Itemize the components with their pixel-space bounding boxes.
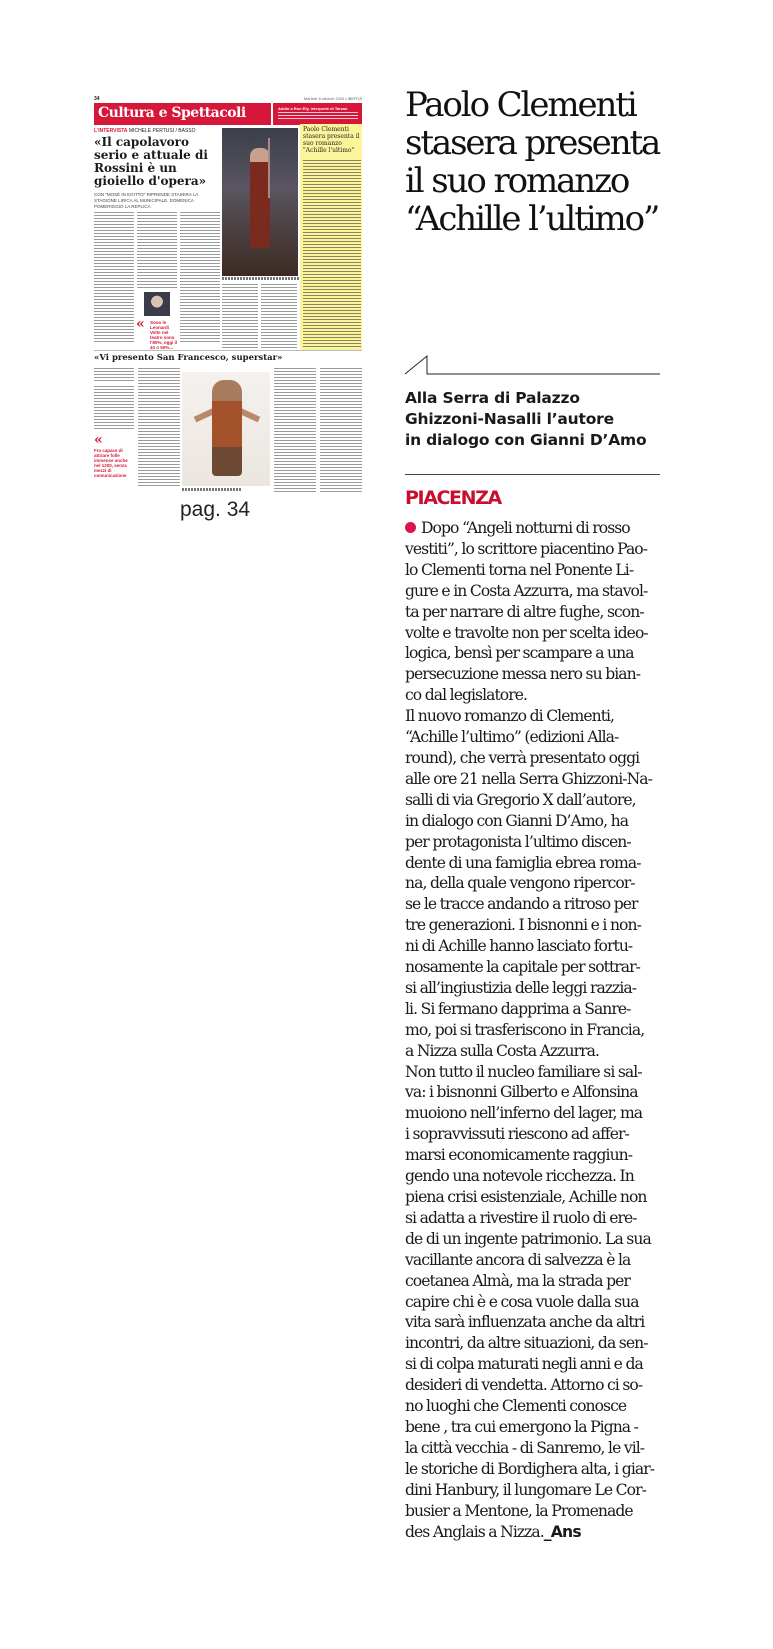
thumb-kicker: L'INTERVISTA MICHELE PERTUSI / BASSO: [94, 128, 196, 134]
subtitle-line: Ghizzoni-Nasalli l’autore: [405, 410, 614, 428]
thumb-quote-mark: «: [136, 316, 145, 332]
thumb-column: [138, 368, 180, 488]
page-reference: pag. 34: [180, 498, 251, 521]
thumb-column: [94, 212, 134, 342]
body-line: vestiti”, lo scrittore piacentino Pao-: [405, 539, 648, 558]
dateline-city: PIACENZA: [405, 487, 501, 509]
body-line: vacillante ancora di salvezza è la: [405, 1250, 631, 1269]
thumb-second-headline: «Vi presento San Francesco, superstar»: [94, 353, 283, 363]
title-line: il suo romanzo: [405, 161, 629, 201]
article-title: [405, 86, 660, 238]
title-line: stasera presenta: [405, 123, 660, 163]
thumb-column: [94, 368, 134, 382]
thumb-highlight-title: Paolo Clementi stasera presenta il suo romanzo "Achille l'ultimo": [303, 126, 360, 154]
body-line: ni di Achille hanno lasciato fortu-: [405, 937, 633, 956]
body-line: ta per narrare di altre fughe, scon-: [405, 602, 644, 621]
body-line: coetanea Almà, ma la strada per: [405, 1271, 630, 1290]
body-line: le storiche di Bordighera alta, i giar-: [405, 1459, 655, 1478]
thumb-photo-caption: [182, 488, 242, 491]
decorative-rule: [405, 354, 660, 378]
body-line: muoiono nell’inferno del lager, ma: [405, 1104, 643, 1123]
article-body: [405, 518, 660, 1542]
body-line: logica, bensì per scampare a una: [405, 644, 634, 663]
thumb-pull-quote: Sono le Leonardi Volte nel teatro sono l'80%, oggi il 40 o 50%...: [150, 320, 178, 350]
thumb-column: [261, 284, 297, 348]
body-line: na, della quale vengono ripercor-: [405, 874, 635, 893]
thumb-highlight-text: [303, 160, 361, 348]
thumb-page-number: 34: [94, 96, 100, 102]
body-line: per protagonista l’ultimo discen-: [405, 832, 631, 851]
thumb-column: [94, 386, 134, 430]
thumb-opera-photo: [222, 128, 298, 276]
subtitle-line: in dialogo con Gianni D’Amo: [405, 431, 647, 449]
body-line: dente di una famiglia ebrea roma-: [405, 853, 641, 872]
body-line: gure e in Costa Azzurra, ma stavol-: [405, 581, 648, 600]
thumb-column: [274, 368, 316, 492]
body-line: alle ore 21 nella Serra Ghizzoni-Na-: [405, 769, 652, 788]
body-line: tre generazioni. I bisnonni e i non-: [405, 916, 641, 935]
thumb-actor-photo: [182, 372, 270, 486]
body-line: co dal legislatore.: [405, 686, 528, 705]
body-line: Il nuovo romanzo di Clementi,: [405, 707, 615, 726]
body-line: va: i bisnonni Gilberto e Alfonsina: [405, 1083, 638, 1102]
body-line: Dopo “Angeli notturni di rosso: [405, 518, 660, 539]
body-line: capire chi è e cosa vuole dalla sua: [405, 1292, 639, 1311]
thumb-promo-box: [273, 103, 362, 125]
thumb-section-title: Cultura e Spettacoli: [98, 105, 246, 121]
title-line: Paolo Clementi: [405, 85, 636, 125]
thumb-column: [180, 212, 220, 342]
bullet-dot-icon: [405, 522, 416, 533]
body-line: la città vecchia - di Sanremo, le vil-: [405, 1438, 645, 1457]
thumb-promo-head: Addio a Ron Ely, interprete di Tarzan: [278, 106, 348, 111]
body-line: “Achille l’ultimo” (edizioni Alla-: [405, 728, 619, 747]
body-line: marsi economicamente raggiun-: [405, 1146, 633, 1165]
page-thumbnail: [94, 96, 362, 500]
thumb-headline: «Il capolavoro serio e attuale di Rossini è un gioiello d'opera»: [94, 135, 208, 188]
body-line: de di un ingente patrimonio. La sua: [405, 1229, 651, 1248]
thumb-column: [137, 212, 177, 288]
thumb-quote-mark: «: [94, 432, 103, 448]
body-line: bene , tra cui emergono la Pigna -: [405, 1417, 638, 1436]
body-line: si adatta a rivestire il ruolo di ere-: [405, 1208, 637, 1227]
title-line: “Achille l’ultimo”: [405, 199, 659, 239]
body-line: round), che verrà presentato oggi: [405, 748, 640, 767]
body-line: des Anglais a Nizza._Ans: [405, 1522, 581, 1541]
body-line: in dialogo con Gianni D’Amo, ha: [405, 811, 629, 830]
body-line: lo Clementi torna nel Ponente Li-: [405, 560, 634, 579]
body-line: desideri di vendetta. Attorno ci so-: [405, 1376, 643, 1395]
author-signature: _Ans: [543, 1522, 581, 1541]
subtitle-divider: [405, 474, 660, 475]
body-line: si all’ingiustizia delle leggi razzia-: [405, 978, 637, 997]
body-line: mo, poi si trasferiscono in Francia,: [405, 1020, 645, 1039]
body-line: nosamente la capitale per sottrar-: [405, 958, 640, 977]
body-line: gendo una notevole ricchezza. In: [405, 1167, 634, 1186]
body-line: salli di via Gregorio X dall’autore,: [405, 790, 636, 809]
body-line: piena crisi esistenziale, Achille non: [405, 1188, 647, 1206]
body-line: li. Si fermano dapprima a Sanre-: [405, 999, 631, 1018]
subtitle-line: Alla Serra di Palazzo: [405, 389, 580, 407]
article-subtitle: [405, 388, 660, 451]
thumb-subhead: CON "MOSÈ IN EGITTO" RIPRENDE STASERA LA STAGIONE LIRICA AL MUNICIPALE. DOMENICA POMERIGGIO LA REPLICA: [94, 192, 199, 209]
body-line: i sopravvissuti riescono ad affer-: [405, 1125, 629, 1144]
thumb-portrait-photo: [144, 292, 170, 316]
thumb-date-line: Martedì 8 ottobre 2024 LIBERTÀ: [303, 96, 362, 101]
body-line: persecuzione messa nero su bian-: [405, 665, 641, 684]
thumb-column: [222, 284, 258, 348]
body-line: Non tutto il nucleo familiare si sal-: [405, 1062, 642, 1081]
article: [405, 85, 660, 1541]
body-line: vita sarà influenzata anche da altri: [405, 1313, 645, 1332]
body-line: volte e travolte non per scelta ideo-: [405, 623, 648, 642]
thumb-column: [320, 368, 362, 492]
thumb-second-pull-quote: Fra capace di attirare folle immense anche nel 1200, senza mezzi di comunicazione: [94, 448, 128, 478]
body-line: incontri, da altre situazioni, da sen-: [405, 1334, 648, 1353]
body-line: no luoghi che Clementi conosce: [405, 1397, 627, 1416]
thumb-section-banner: [94, 103, 271, 125]
body-line: dini Hanbury, il lungomare Le Cor-: [405, 1480, 646, 1499]
thumb-divider: [94, 350, 362, 351]
body-line: si di colpa maturati negli anni e da: [405, 1355, 643, 1374]
body-line: busier a Mentone, la Promenade: [405, 1501, 633, 1520]
body-line: a Nizza sulla Costa Azzurra.: [405, 1041, 599, 1060]
body-line: se le tracce andando a ritroso per: [405, 895, 638, 914]
